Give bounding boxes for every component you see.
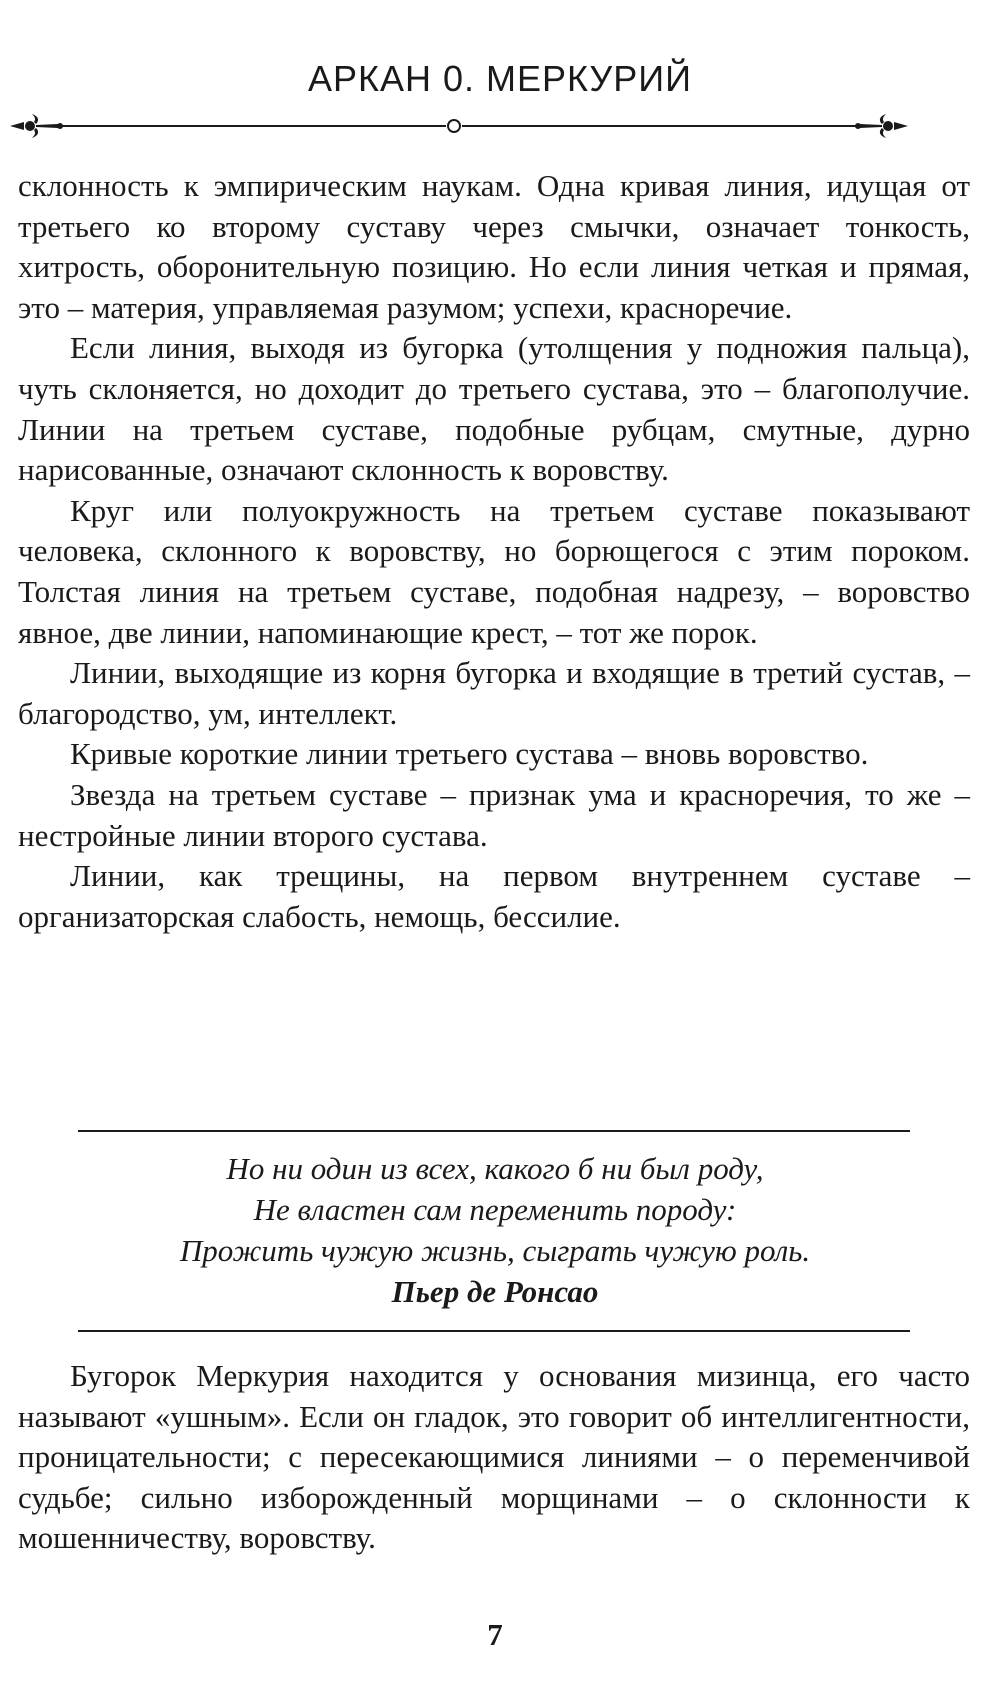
page-number: 7 [487, 1617, 503, 1652]
right-fleuron-icon [855, 114, 908, 138]
paragraph: Кривые короткие линии третьего сустава – вновь воровство. [70, 736, 869, 772]
paragraph: Бугорок Меркурия находится у основания мизинца, его часто называют «ушным». Если он гладок, это говорит об интеллигентности, проницательности; с пересекающимися линиями – о переменчивой судьбе; сильно изборожденный морщинами – о склонности к мошенничеству, воровству. [18, 1358, 970, 1556]
center-ring-icon [448, 120, 460, 132]
paragraph: Линии, как трещины, на первом внутреннем суставе – организаторская слабость, немощь, бессилие. [18, 858, 970, 934]
left-fleuron-icon [10, 114, 63, 138]
epigraph-line: Но ни один из всех, какого б ни был роду, [226, 1151, 764, 1186]
epigraph-rule-top [78, 1130, 910, 1132]
body-text-bottom [18, 1356, 970, 1559]
epigraph [0, 1148, 990, 1312]
paragraph: склонность к эмпирическим наукам. Одна кривая линия, идущая от третьего ко второму суставу через смычки, означает тонкость, хитрость, оборонительную позицию. Но если линия четкая и прямая, это – материя, управляемая разумом; успехи, красноречие. [18, 168, 970, 325]
paragraph: Круг или полуокружность на третьем суставе показывают человека, склонного к воровству, но борющегося с этим пороком. Толстая линия на третьем суставе, подобная надрезу, – воровство явное, две линии, напоминающие крест, – тот же порок. [18, 492, 970, 650]
epigraph-author: Пьер де Ронсао [391, 1274, 599, 1309]
running-header: АРКАН 0. МЕРКУРИЙ [307, 58, 693, 99]
paragraph: Если линия, выходя из бугорка (утолщения у подножия пальца), чуть склоняется, но доходит до третьего сустава, это – благополучие. Линии на третьем суставе, подобные рубцам, смутные, дурно нарисованные, означают склонность к воровству. [18, 330, 970, 488]
epigraph-rule-bottom [78, 1330, 910, 1332]
epigraph-line: Прожить чужую жизнь, сыграть чужую роль. [179, 1233, 811, 1268]
paragraph: Линии, выходящие из корня бугорка и входящие в третий сустав, – благородство, ум, интеллект. [18, 655, 970, 731]
header-ornament-divider [10, 108, 980, 152]
paragraph: Звезда на третьем суставе – признак ума и красноречия, то же – нестройные линии второго сустава. [18, 776, 970, 853]
epigraph-line: Не властен сам переменить породу: [253, 1192, 737, 1227]
body-text-top [18, 166, 970, 937]
